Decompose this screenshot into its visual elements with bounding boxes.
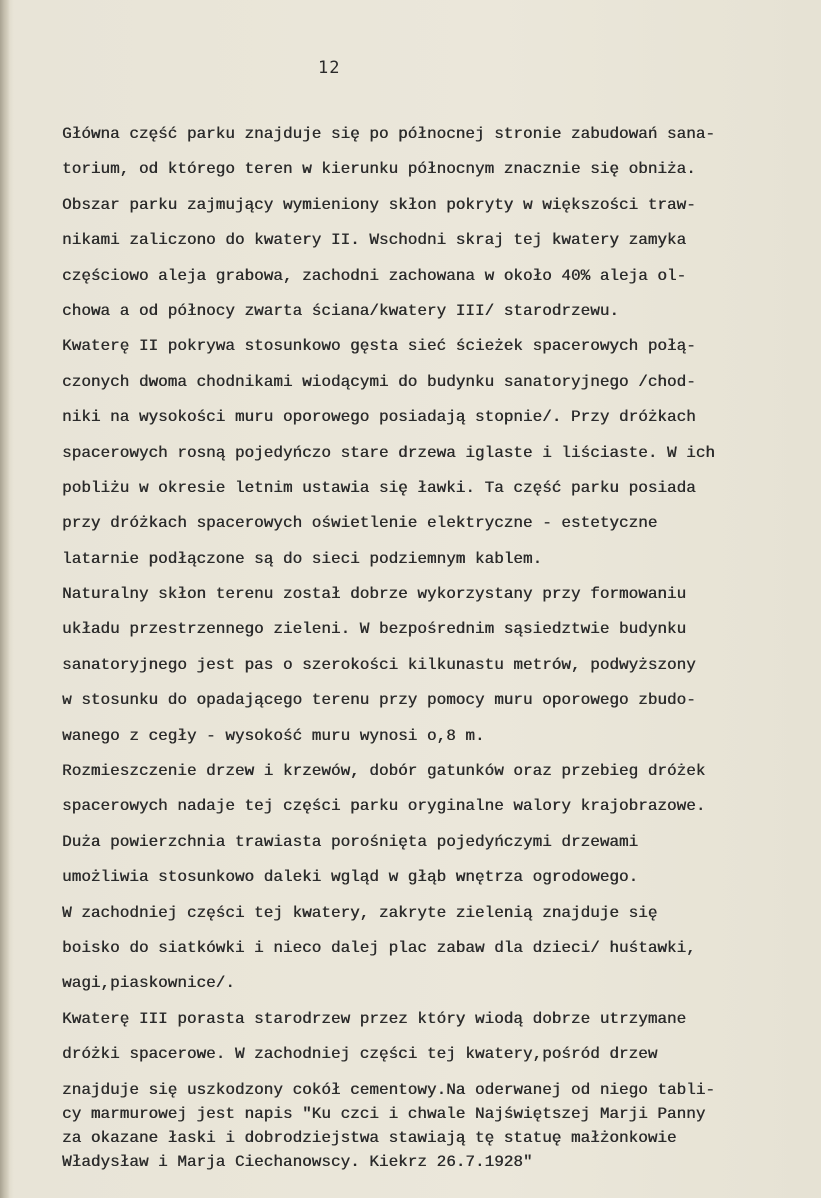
text-line: przy dróżkach spacerowych oświetlenie elektryczne - estetyczne [62, 514, 658, 533]
text-line: dróżki spacerowe. W zachodniej części tej kwatery,pośród drzew [62, 1045, 658, 1064]
text-line: cy marmurowej jest napis "Ku czci i chwale Najświętszej Marji Panny [62, 1104, 706, 1123]
text-line: znajduje się uszkodzony cokół cementowy.Na oderwanej od niego tabli- [62, 1080, 715, 1099]
text-line: umożliwia stosunkowo daleki wgląd w głąb wnętrza ogrodowego. [62, 868, 639, 887]
text-line: wanego z cegły - wysokość muru wynosi o,8 m. [62, 726, 485, 745]
text-line: Władysław i Marja Ciechanowscy. Kiekrz 26.7.1928" [62, 1152, 533, 1171]
typewritten-text-body [62, 121, 818, 1173]
text-line: Rozmieszczenie drzew i krzewów, dobór gatunków oraz przebieg dróżek [62, 762, 706, 781]
text-line: za okazane łaski i dobrodziejstwa stawiają tę statuę małżonkowie [62, 1128, 677, 1147]
text-line: Naturalny skłon terenu został dobrze wykorzystany przy formowaniu [62, 585, 687, 604]
text-line: nikami zaliczono do kwatery II. Wschodni skraj tej kwatery zamyka [62, 231, 687, 250]
text-line: Kwaterę III porasta starodrzew przez który wiodą dobrze utrzymane [62, 1009, 687, 1028]
text-line: Kwaterę II pokrywa stosunkowo gęsta sieć ścieżek spacerowych połą- [62, 337, 696, 356]
text-line: latarnie podłączone są do sieci podziemnym kablem. [62, 549, 543, 568]
text-line: pobliżu w okresie letnim ustawia się ławki. Ta część parku posiada [62, 478, 696, 497]
text-line: niki na wysokości muru oporowego posiadają stopnie/. Przy dróżkach [62, 408, 696, 427]
text-line: w stosunku do opadającego terenu przy pomocy muru oporowego zbudo- [62, 691, 696, 710]
page-number: 12 [318, 58, 341, 78]
text-line: czonych dwoma chodnikami wiodącymi do budynku sanatoryjnego /chod- [62, 372, 696, 391]
text-line: wagi,piaskownice/. [62, 974, 235, 993]
text-line: torium, od którego teren w kierunku północnym znacznie się obniża. [62, 160, 696, 179]
text-line: chowa a od północy zwarta ściana/kwatery III/ starodrzewu. [62, 301, 619, 320]
text-line: spacerowych nadaje tej części parku oryginalne walory krajobrazowe. [62, 797, 706, 816]
text-line: Główna część parku znajduje się po północnej stronie zabudowań sana- [62, 125, 715, 143]
text-line: spacerowych rosną pojedyńczo stare drzewa iglaste i liściaste. W ich [62, 443, 715, 462]
text-line: układu przestrzennego zieleni. W bezpośrednim sąsiedztwie budynku [62, 620, 687, 639]
text-line: W zachodniej części tej kwatery, zakryte zielenią znajduje się [62, 903, 658, 922]
text-line: częściowo aleja grabowa, zachodni zachowana w około 40% aleja ol- [62, 266, 687, 285]
text-line: Duża powierzchnia trawiasta porośnięta pojedyńczymi drzewami [62, 832, 639, 851]
text-line: Obszar parku zajmujący wymieniony skłon pokryty w większości traw- [62, 195, 696, 214]
text-line: boisko do siatkówki i nieco dalej plac zabaw dla dzieci/ huśtawki, [62, 938, 696, 957]
page-left-edge [0, 0, 10, 1198]
text-line: sanatoryjnego jest pas o szerokości kilkunastu metrów, podwyższony [62, 655, 696, 674]
